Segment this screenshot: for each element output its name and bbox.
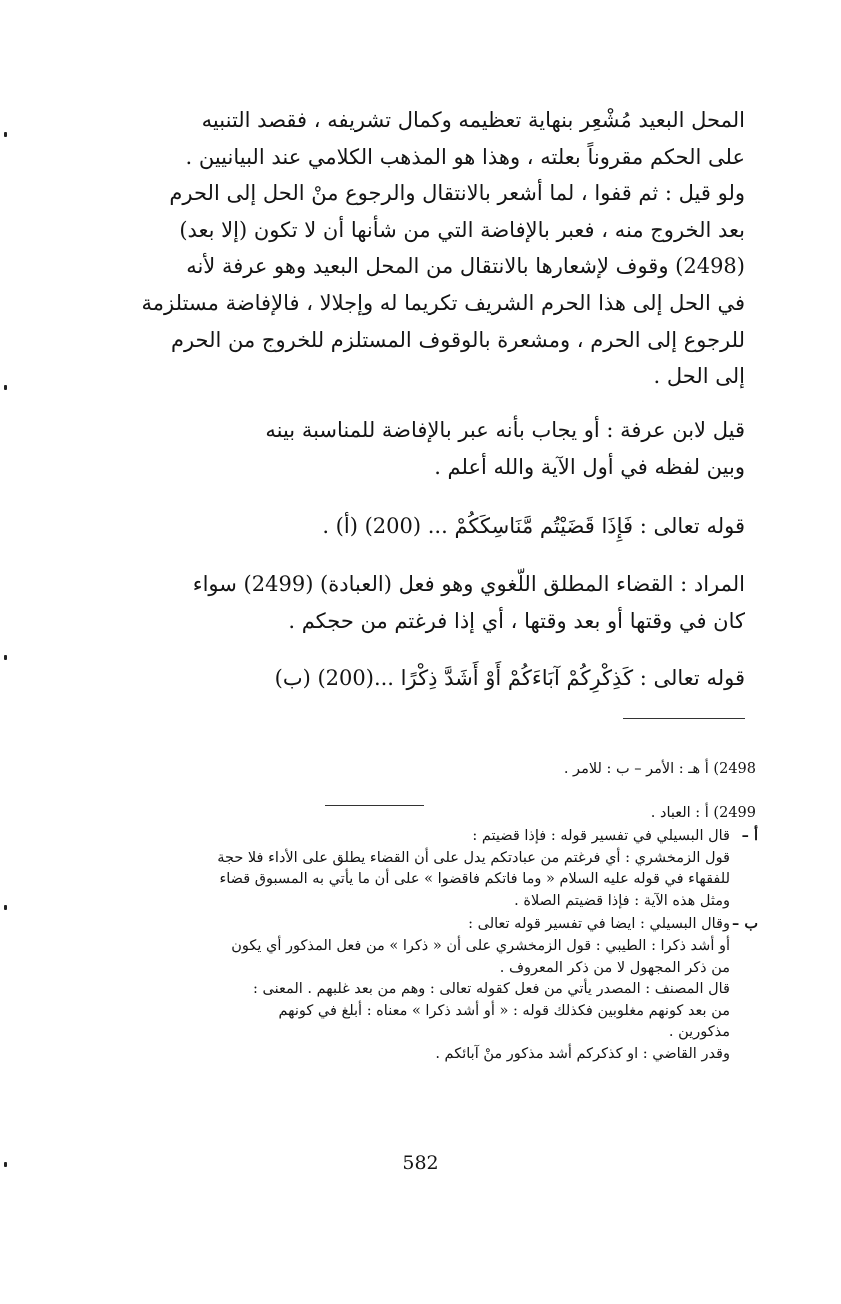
- commentary-note-body: أو أشد ذكرا : الطيبي : قول الزمخشري على أن « ذكرا » من فعل المذكور أي يكون من ذكر المجهول لا من ذكر المعروف . قال المصنف : المصدر يأتي من فعل كقوله تعالى : وهم من بعد غلبهم . المعنى : من بعد كونهم مغلوبين فكذلك قوله : « أو أشد ذكرا » معناه : أبلغ في كونهم مذكورين . وقدر القاضي : او كذكركم أشد مذكور منْ آبائكم .: [231, 937, 730, 1062]
- quran-verse-heading: قوله تعالى : كَذِكْرِكُمْ آبَاءَكُمْ أَوْ أَشَدَّ ذِكْرًا ...(200) (ب): [274, 666, 745, 690]
- commentary-note-body: قول الزمخشري : أي فرغتم من عبادتكم يدل على أن القضاء يطلق على الأداء فلا حجة للفقهاء في قوله عليه السلام « وما فاتكم فاقضوا » على أن ما يأتي به المسبوق قضاء ومثل هذه الآية : فإذا قضيتم الصلاة .: [217, 849, 730, 909]
- commentary-note-head: [78, 913, 758, 936]
- commentary-note-mark: ب –: [732, 915, 758, 933]
- commentary-separator: [325, 805, 424, 806]
- commentary-note: [78, 913, 758, 1065]
- commentary-notes: [78, 825, 758, 1067]
- body-paragraph: المراد : القضاء المطلق اللّغوي وهو فعل (العبادة) (2499) سواء كان في وقتها أو بعد وقتها ، أي إذا فرغتم من حجكم .: [192, 572, 745, 633]
- commentary-note-head: [78, 825, 758, 848]
- body-paragraph: قيل لابن عرفة : أو يجاب بأنه عبر بالإفاضة للمناسبة بينه وبين لفظه في أول الآية والله أعلم .: [265, 418, 745, 479]
- commentary-note-title: قال البسيلي في تفسير قوله : فإذا قضيتم :: [472, 828, 730, 844]
- page-number: 582: [402, 1152, 439, 1174]
- variant-footnote: 2499) أ : العباد .: [650, 805, 756, 821]
- commentary-note-mark: أ –: [741, 827, 758, 844]
- quran-verse-heading: قوله تعالى : فَإِذَا قَضَيْتُم مَّنَاسِكَكُمْ ... (200) (أ) .: [322, 514, 745, 538]
- margin-mark: [4, 655, 7, 660]
- margin-mark: [4, 905, 7, 910]
- commentary-note: [78, 825, 758, 912]
- body-paragraph: المحل البعيد مُشْعِر بنهاية تعظيمه وكمال تشريفه ، فقصد التنبيه على الحكم مقروناً بعلته ، وهذا هو المذهب الكلامي عند البيانيين . ولو قيل : ثم قفوا ، لما أشعر بالانتقال والرجوع منْ الحل إلى الحرم بعد الخروج منه ، فعبر بالإفاضة التي من شأنها أن لا تكون (إلا بعد) (2498) وقوف لإشعارها بالانتقال من المحل البعيد وهو عرفة لأنه في الحل إلى هذا الحرم الشريف تكريما له وإجلالا ، فالإفاضة مستلزمة للرجوع إلى الحرم ، ومشعرة بالوقوف المستلزم للخروج من الحرم إلى الحل .: [141, 108, 745, 389]
- variant-footnote: 2498) أ هـ : الأمر – ب : للامر .: [563, 761, 756, 777]
- commentary-note-title: وقال البسيلي : ايضا في تفسير قوله تعالى :: [468, 916, 730, 933]
- margin-mark: [4, 132, 7, 137]
- margin-mark: [4, 385, 7, 390]
- footnote-separator: [623, 718, 745, 719]
